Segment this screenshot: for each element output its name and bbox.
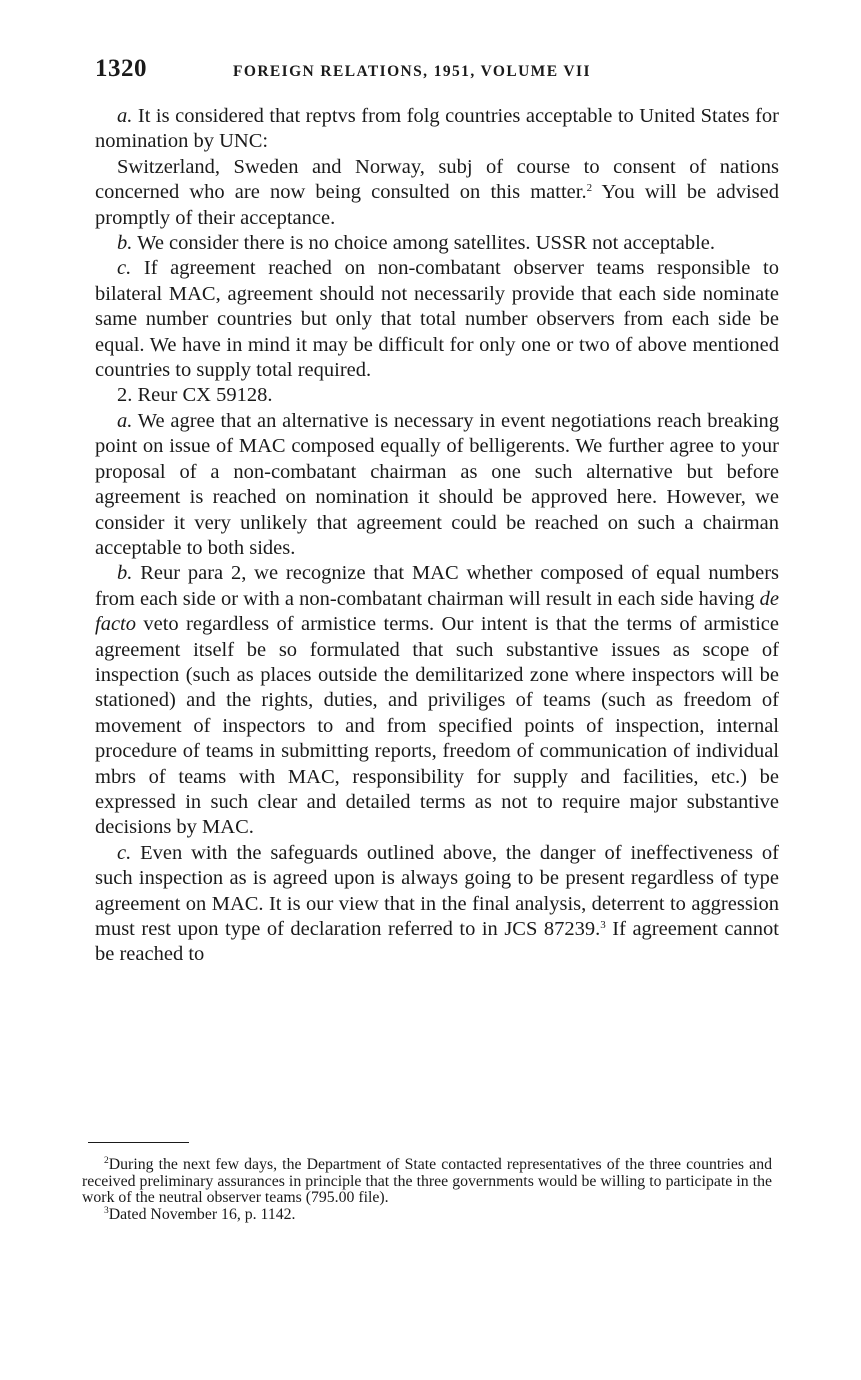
paragraph-text: veto regardless of armistice terms. Our intent is that the terms of armistice agreement itself be so formulated that such substantive issues as scope of inspection (such as places outside the demilitarized zone where inspectors will be stationed) and the rights, duties, and priviliges of teams (such as freedom of movement of inspectors to and from specified points of inspection, internal procedure of teams in submitting reports, freedom of communication of individual mbrs of teams with MAC, responsibility for supply and facilities, etc.) be expressed in such clear and detailed terms as not to require major substantive decisions by MAC. [95,613,779,839]
italic-term: de facto [95,587,779,636]
footnote-3 [82,1207,772,1224]
paragraph-text: If agreement reached on non-combatant observer teams responsible to bilateral MAC, agreement should not necessarily provide that each side nominate same number countries but only that total number observers from each side be equal. We have in mind it may be difficult for only one or two of above mentioned countries to supply total required. [95,257,779,382]
footnote-ref: 2 [586,182,593,195]
footnote-2 [82,1157,772,1207]
paragraph-c-observer-teams [95,256,779,383]
paragraph-c-safeguards [95,841,779,968]
footnote-ref: 3 [600,919,606,931]
paragraph-b-satellites [95,231,779,256]
paragraph-text: 2. Reur CX 59128. [117,384,273,407]
item-label: a. [117,409,133,432]
paragraph-text: Reur para 2, we recognize that MAC whether composed of equal numbers from each side or with a non-combatant chairman will result in each side having [95,562,779,610]
paragraph-a-countries [95,104,779,155]
body-text [95,104,779,968]
item-label: a. [117,105,133,127]
paragraph-text: We consider there is no choice among satellites. USSR not acceptable. [132,232,716,255]
paragraph-text: You will be advised promptly of their acceptance. [95,181,779,229]
paragraph-countries-list [95,155,779,231]
footnote-text: During the next few days, the Department of State contacted representatives of the three countries and received preliminary assurances in principle that the three governments would be willing to participate in the work of the neutral observer teams (795.00 file). [82,1156,772,1207]
footnote-divider [88,1142,189,1143]
footnote-marker: 3 [104,1205,109,1216]
item-label: b. [117,562,133,585]
item-label: b. [117,232,133,255]
paragraph-text: If agreement cannot be reached to [95,918,779,966]
paragraph-b-veto [95,561,779,840]
paragraph-text: It is considered that reptvs from folg countries acceptable to United States for nomination by UNC: [95,105,779,153]
running-head [95,55,785,91]
running-title: FOREIGN RELATIONS, 1951, VOLUME VII [233,63,591,80]
item-label: c. [117,841,132,864]
footnote-text: Dated November 16, p. 1142. [108,1205,296,1223]
paragraph-text: Even with the safeguards outlined above, the danger of ineffectiveness of such inspection as is agreed upon is always going to be present regardless of type agreement on MAC. It is our view that in the final analysis, deterrent to aggression must rest upon type of declaration referred to in JCS 87239. [95,841,779,940]
item-label: c. [117,257,132,280]
paragraph-a-alternative [95,409,779,561]
footnote-marker: 2 [104,1156,109,1166]
footnotes [82,1157,772,1223]
paragraph-text: Switzerland, Sweden and Norway, subj of course to consent of nations concerned who are now being consulted on this matter. [95,155,779,204]
page-number: 1320 [95,55,147,82]
paragraph-text: We agree that an alternative is necessary in event negotiations reach breaking point on issue of MAC composed equally of belligerents. We further agree to your proposal of a non-combatant chairman as one such alternative but before agreement is reached on nomination it should be approved here. However, we consider it very unlikely that agreement could be reached on such a chairman acceptable to both sides. [95,409,779,559]
paragraph-section-2 [95,383,779,408]
